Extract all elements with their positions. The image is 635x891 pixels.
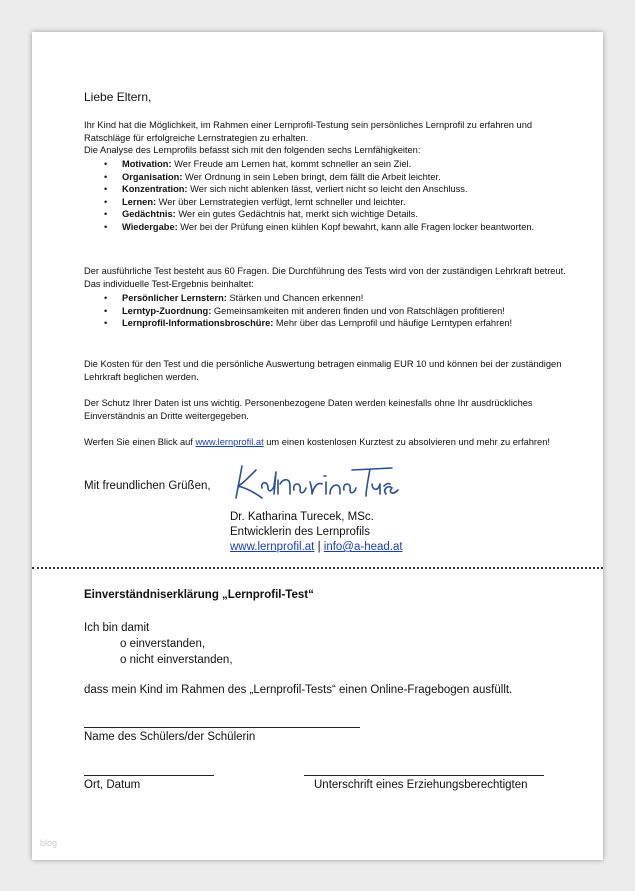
- signature-image: [232, 460, 402, 506]
- bullet-icon: •: [104, 293, 108, 303]
- cta-text: Werfen Sie einen Blick auf: [84, 437, 196, 447]
- results-list: [84, 292, 584, 330]
- skill-text: Wer ein gutes Gedächtnis hat, merkt sich wichtige Details.: [175, 209, 418, 220]
- intro-text: Ihr Kind hat die Möglichkeit, im Rahmen einer Lernprofil-Testung sein persönliches Lernprofil zu erfahren und Ratschläge für erfolgreiche Lernstrategien zu erhalten.: [84, 120, 533, 143]
- skill-text: Wer über Lernstrategien verfügt, lernt schneller und leichter.: [156, 196, 406, 207]
- bullet-icon: •: [104, 221, 108, 232]
- letter-page: [32, 32, 603, 860]
- declaration-intro: Ich bin damit: [84, 622, 150, 634]
- sender-block: [230, 510, 403, 555]
- costs-paragraph: Die Kosten für den Test und die persönliche Auswertung betragen einmalig EUR 10 und können bei der zuständigen Lehrkraft beglichen werden.: [84, 359, 562, 382]
- skill-text: Wer bei der Prüfung einen kühlen Kopf bewahrt, kann alle Fragen locker beantworten.: [177, 221, 535, 232]
- cut-line-divider: [32, 567, 603, 569]
- bullet-icon: •: [104, 305, 108, 316]
- list-item: [84, 317, 584, 330]
- place-date-label: Ort, Datum: [84, 779, 141, 791]
- skills-list: [84, 158, 574, 234]
- list-item: [84, 208, 574, 221]
- sender-role: Entwicklerin des Lernprofils: [230, 526, 370, 538]
- signature-label: Unterschrift eines Erziehungsberechtigten: [314, 779, 528, 791]
- list-item: [84, 221, 574, 234]
- bullet-icon: •: [104, 159, 108, 169]
- list-item: [84, 183, 574, 196]
- list-item: [84, 171, 574, 184]
- name-line: [84, 727, 360, 728]
- place-date-line: [84, 775, 214, 776]
- skill-text: Wer Ordnung in sein Leben bringt, dem fällt die Arbeit leichter.: [182, 171, 441, 182]
- bullet-icon: •: [104, 184, 108, 195]
- bullet-icon: •: [104, 318, 108, 329]
- result-term: Lerntyp-Zuordnung:: [122, 305, 212, 316]
- list-item: [84, 305, 584, 318]
- bullet-icon: •: [104, 196, 108, 207]
- result-term: Lernprofil-Informationsbroschüre:: [122, 318, 274, 329]
- skill-term: Wiedergabe:: [122, 221, 178, 232]
- sender-email-link[interactable]: info@a-head.at: [323, 541, 403, 553]
- list-item: [84, 196, 574, 209]
- option-disagree: o nicht einverstanden,: [120, 654, 233, 666]
- result-text: Mehr über das Lernprofil und häufige Lerntypen erfahren!: [273, 318, 513, 329]
- intro-text-2: Die Analyse des Lernprofils befasst sich mit den folgenden sechs Lernfähigkeiten:: [84, 145, 421, 156]
- greeting: Liebe Eltern,: [84, 90, 152, 104]
- closing-text: Mit freundlichen Grüßen,: [84, 480, 211, 492]
- list-item: [84, 292, 584, 305]
- list-item: [84, 158, 574, 171]
- skill-term: Organisation:: [122, 171, 183, 182]
- skill-term: Konzentration:: [122, 184, 188, 195]
- skill-term: Lernen:: [122, 196, 157, 207]
- declaration-title: Einverständniserklärung „Lernprofil-Test“: [84, 589, 314, 601]
- skill-text: Wer sich nicht ablenken lässt, verliert nicht so leicht den Anschluss.: [187, 184, 468, 195]
- cta-paragraph: [84, 436, 564, 449]
- bullet-icon: •: [104, 171, 108, 182]
- sender-website-link[interactable]: www.lernprofil.at: [230, 541, 315, 553]
- result-term: Persönlicher Lernstern:: [122, 293, 227, 303]
- contact-separator: |: [314, 541, 324, 553]
- skill-term: Motivation:: [122, 159, 172, 169]
- signature-line: [304, 775, 544, 776]
- result-text: Stärken und Chancen erkennen!: [226, 293, 364, 303]
- skill-text: Wer Freude am Lernen hat, kommt schneller an sein Ziel.: [171, 159, 412, 169]
- intro-paragraph: [84, 119, 564, 157]
- name-label: Name des Schülers/der Schülerin: [84, 731, 256, 743]
- bullet-icon: •: [104, 209, 108, 220]
- result-text: Gemeinsamkeiten mit anderen finden und von Ratschlägen profitieren!: [211, 305, 505, 316]
- sender-name: Dr. Katharina Turecek, MSc.: [230, 511, 374, 523]
- cta-text-after: um einen kostenlosen Kurztest zu absolvieren und mehr zu erfahren!: [263, 437, 550, 447]
- skill-term: Gedächtnis:: [122, 209, 176, 220]
- option-agree: o einverstanden,: [120, 638, 206, 650]
- sender-contact: [230, 540, 403, 555]
- website-link[interactable]: www.lernprofil.at: [195, 437, 264, 447]
- test-info-paragraph: Der ausführliche Test besteht aus 60 Fragen. Die Durchführung des Tests wird von der zuständigen Lehrkraft betreut. Das individuelle Test-Ergebnis beinhaltet:: [84, 266, 566, 289]
- privacy-paragraph: Der Schutz Ihrer Daten ist uns wichtig. Personenbezogene Daten werden keinesfalls ohne Ihr ausdrückliches Einverständnis an Dritte weitergegeben.: [84, 398, 533, 421]
- declaration-statement: dass mein Kind im Rahmen des „Lernprofil-Tests“ einen Online-Fragebogen ausfüllt.: [84, 684, 513, 696]
- watermark: blog: [40, 838, 58, 848]
